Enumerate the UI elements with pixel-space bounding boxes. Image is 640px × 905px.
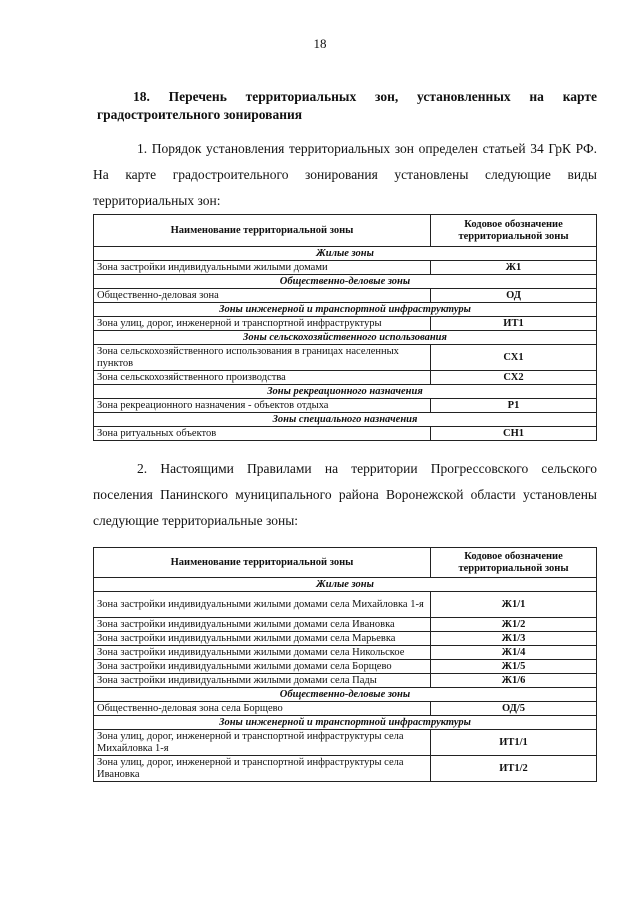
zone-group-row [94,578,597,592]
zone-name-cell: Общественно-деловая зона села Борщево [94,702,431,716]
zone-name-cell: Зона улиц, дорог, инженерной и транспортной инфраструктуры [94,317,431,331]
zone-name-cell: Общественно-деловая зона [94,289,431,303]
paragraph-1: 1. Порядок установления территориальных зон определен статьей 34 ГрК РФ. На карте градостроительного зонирования установлены следующие виды территориальных зон: [93,141,597,208]
table-row [94,261,597,275]
column-header-code: Кодовое обозначение территориальной зоны [431,548,597,578]
table-row [94,756,597,782]
zone-group-label: Жилые зоны [94,578,597,592]
table-row [94,702,597,716]
table-row [94,618,597,632]
table-row [94,371,597,385]
zone-code-cell: Р1 [431,399,597,413]
table-row [94,646,597,660]
table-row [94,592,597,618]
column-header-name: Наименование территориальной зоны [94,548,431,578]
zone-code-cell: Ж1/3 [431,632,597,646]
zone-code-cell: Ж1/4 [431,646,597,660]
zone-name-cell: Зона сельскохозяйственного производства [94,371,431,385]
zone-code-cell: Ж1 [431,261,597,275]
zones-table-general [93,214,597,441]
zone-group-label: Зоны сельскохозяйственного использования [94,331,597,345]
zone-name-cell: Зона улиц, дорог, инженерной и транспортной инфраструктуры села Ивановка [94,756,431,782]
column-header-code: Кодовое обозначение территориальной зоны [431,215,597,247]
zone-code-cell: ОД [431,289,597,303]
zone-code-cell: СХ2 [431,371,597,385]
zone-group-row [94,688,597,702]
zone-group-row [94,331,597,345]
zone-name-cell: Зона застройки индивидуальными жилыми домами села Никольское [94,646,431,660]
zone-name-cell: Зона застройки индивидуальными жилыми домами села Ивановка [94,618,431,632]
zone-code-cell: СН1 [431,427,597,441]
zone-code-cell: ИТ1/1 [431,730,597,756]
zone-group-row [94,385,597,399]
zone-name-cell: Зона рекреационного назначения - объектов отдыха [94,399,431,413]
zone-code-cell: ИТ1/2 [431,756,597,782]
zone-group-label: Общественно-деловые зоны [94,275,597,289]
zone-group-row [94,303,597,317]
table-row [94,730,597,756]
table-row [94,289,597,303]
zone-group-label: Зоны рекреационного назначения [94,385,597,399]
zones-table-general-body [94,247,597,441]
zone-group-label: Общественно-деловые зоны [94,688,597,702]
table-row [94,317,597,331]
column-header-name: Наименование территориальной зоны [94,215,431,247]
zone-group-label: Зоны инженерной и транспортной инфраструктуры [94,716,597,730]
zones-table-settlement [93,547,597,782]
section-heading: 18. Перечень территориальных зон, установленных на карте градостроительного зонирования [97,89,597,122]
zone-group-row [94,716,597,730]
zone-code-cell: Ж1/1 [431,592,597,618]
zone-group-row [94,247,597,261]
table-header-row [94,215,597,247]
zone-code-cell: Ж1/5 [431,660,597,674]
zone-name-cell: Зона застройки индивидуальными жилыми домами села Борщево [94,660,431,674]
table-row [94,674,597,688]
table-row [94,632,597,646]
zone-code-cell: Ж1/2 [431,618,597,632]
table-header-row [94,548,597,578]
zone-name-cell: Зона застройки индивидуальными жилыми домами [94,261,431,275]
zone-group-row [94,275,597,289]
zone-name-cell: Зона застройки индивидуальными жилыми домами села Михайловка 1-я [94,592,431,618]
zone-group-label: Зоны инженерной и транспортной инфраструктуры [94,303,597,317]
paragraph-2: 2. Настоящими Правилами на территории Прогрессовского сельского поселения Панинского муниципального района Воронежской области установлены следующие территориальные зоны: [93,461,597,528]
zone-name-cell: Зона застройки индивидуальными жилыми домами села Марьевка [94,632,431,646]
zone-code-cell: Ж1/6 [431,674,597,688]
zone-name-cell: Зона ритуальных объектов [94,427,431,441]
zone-code-cell: ОД/5 [431,702,597,716]
table-row [94,660,597,674]
zones-table-settlement-body [94,578,597,782]
zone-group-label: Жилые зоны [94,247,597,261]
table-row [94,427,597,441]
table-row [94,399,597,413]
zone-code-cell: СХ1 [431,345,597,371]
zone-name-cell: Зона застройки индивидуальными жилыми домами села Пады [94,674,431,688]
page-number: 18 [313,36,327,51]
zone-group-label: Зоны специального назначения [94,413,597,427]
zone-code-cell: ИТ1 [431,317,597,331]
zone-name-cell: Зона сельскохозяйственного использования в границах населенных пунктов [94,345,431,371]
zone-name-cell: Зона улиц, дорог, инженерной и транспортной инфраструктуры села Михайловка 1-я [94,730,431,756]
table-row [94,345,597,371]
zone-group-row [94,413,597,427]
